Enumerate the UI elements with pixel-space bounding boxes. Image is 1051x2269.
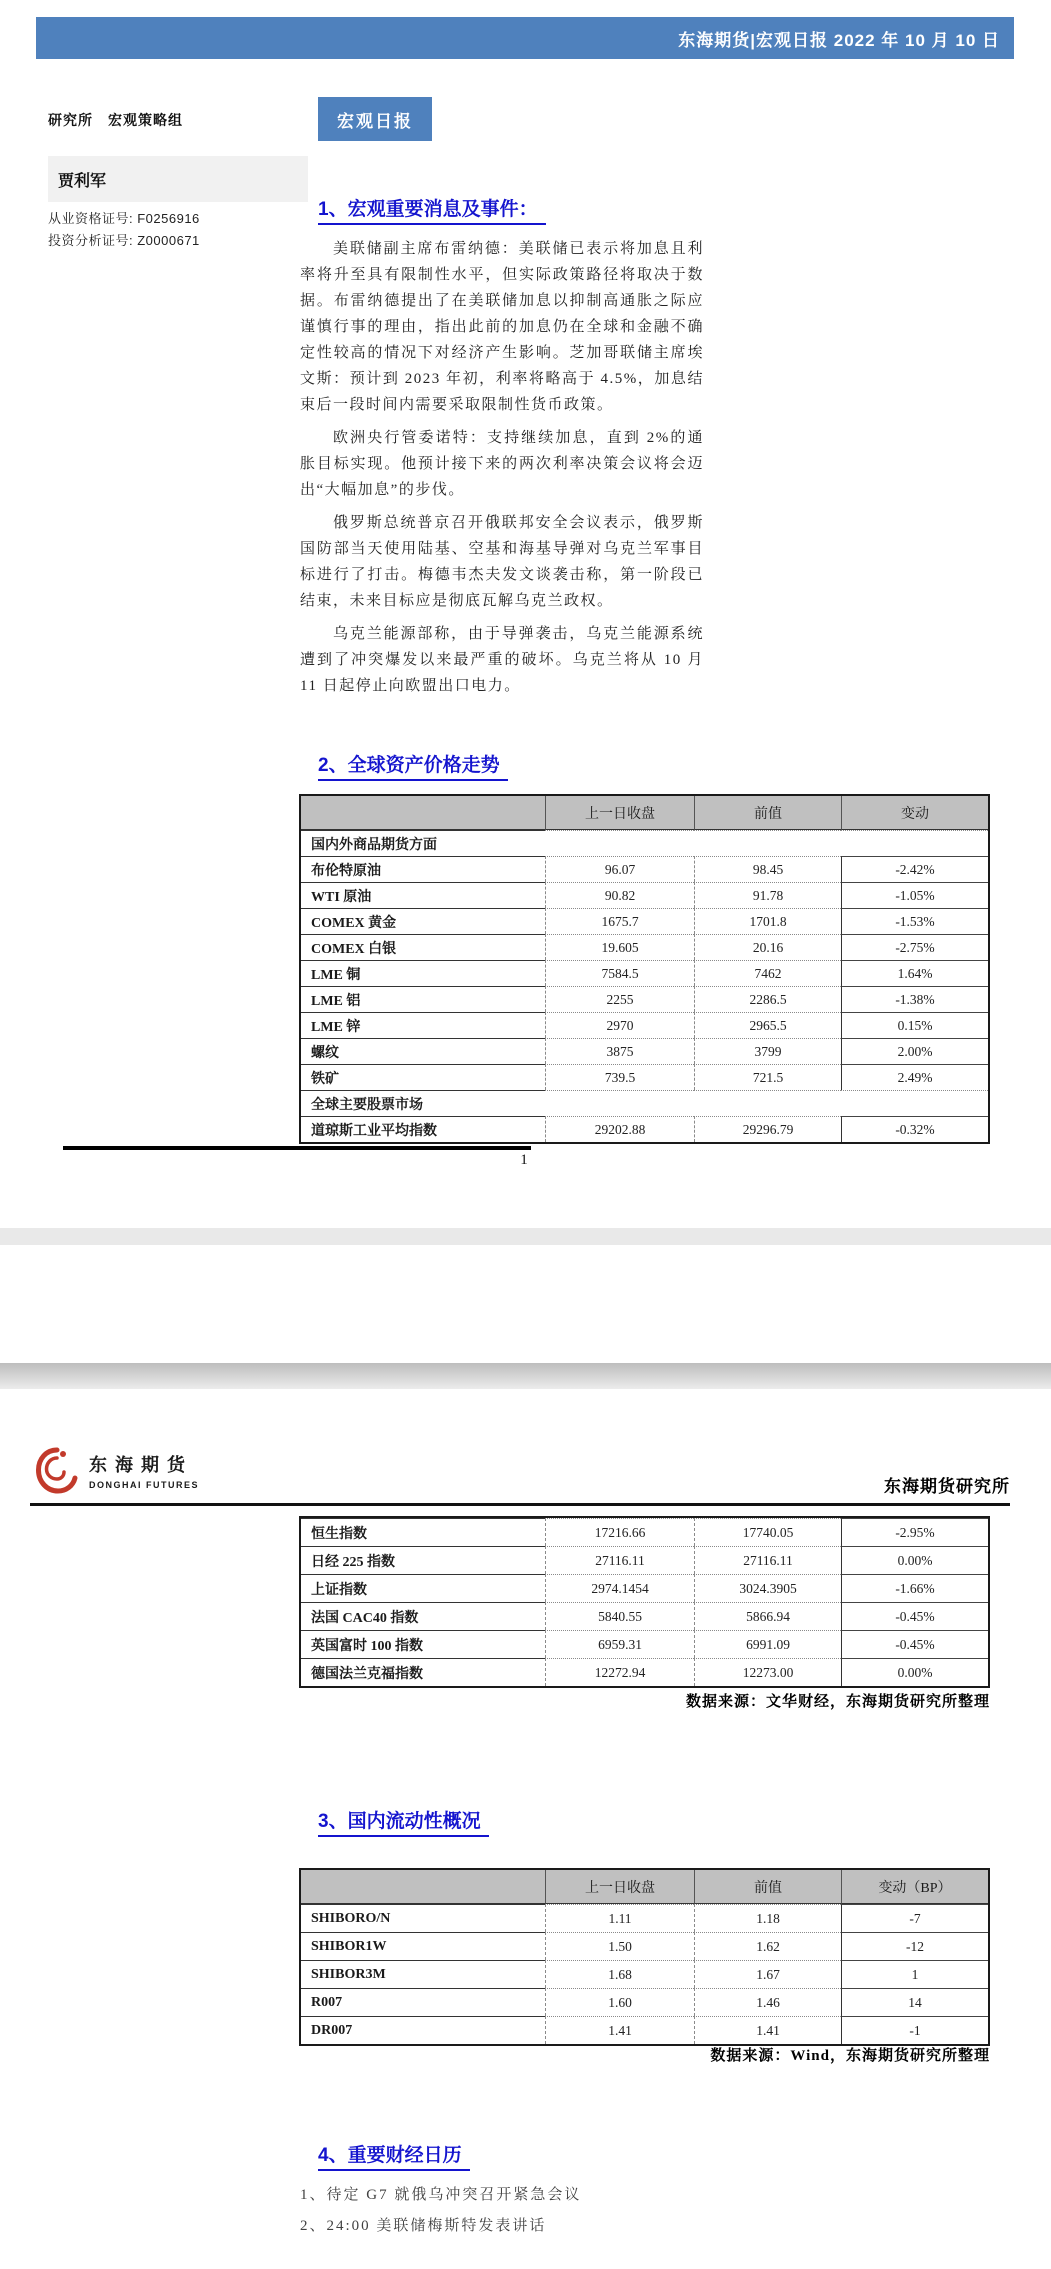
prev-close-value	[545, 1090, 694, 1116]
table-row	[301, 1090, 988, 1116]
header-prior-value: 前值	[694, 1870, 841, 1904]
table-header-row	[301, 796, 988, 830]
table-row	[301, 1904, 988, 1932]
header-change-bp: 变动（BP）	[841, 1870, 988, 1904]
page-number: 1	[520, 1152, 528, 1168]
prev-close-value: 12272.94	[545, 1658, 694, 1686]
row-label: 布伦特原油	[301, 856, 545, 882]
table-row	[301, 1116, 988, 1142]
prior-value: 6991.09	[694, 1630, 841, 1658]
calendar-item: 2、24:00 美联储梅斯特发表讲话	[300, 2218, 547, 2234]
prev-close-value: 3875	[545, 1038, 694, 1064]
report-header-bar	[36, 17, 1014, 59]
prior-value: 12273.00	[694, 1658, 841, 1686]
change-value: -0.32%	[841, 1116, 988, 1142]
prev-close-value: 17216.66	[545, 1518, 694, 1546]
prev-close-value: 29202.88	[545, 1116, 694, 1142]
practice-cert-number: 从业资格证号: F0256916	[48, 211, 200, 226]
change-value: 0.00%	[841, 1546, 988, 1574]
change-value: 0.15%	[841, 1012, 988, 1038]
research-institute-name: 东海期货研究所	[884, 1477, 1010, 1496]
prior-value: 27116.11	[694, 1546, 841, 1574]
domestic-liquidity-table	[299, 1868, 990, 2046]
table-row	[301, 986, 988, 1012]
research-team-label: 研究所 宏观策略组	[48, 112, 183, 128]
prev-close-value: 1.11	[545, 1904, 694, 1932]
prior-value: 98.45	[694, 856, 841, 882]
prev-close-value: 2255	[545, 986, 694, 1012]
table-row	[301, 1602, 988, 1630]
prior-value: 91.78	[694, 882, 841, 908]
change-value: -2.75%	[841, 934, 988, 960]
change-value: -1.53%	[841, 908, 988, 934]
table-header-row	[301, 1870, 988, 1904]
prev-close-value: 7584.5	[545, 960, 694, 986]
prior-value: 1701.8	[694, 908, 841, 934]
prior-value: 7462	[694, 960, 841, 986]
row-label: 螺纹	[301, 1038, 545, 1064]
row-label: 英国富时 100 指数	[301, 1630, 545, 1658]
change-value: 2.00%	[841, 1038, 988, 1064]
footer-divider-line	[63, 1146, 531, 1150]
section-4-heading: 4、重要财经日历	[318, 2140, 470, 2171]
change-value: -1.66%	[841, 1574, 988, 1602]
row-label: SHIBOR3M	[301, 1960, 545, 1988]
header-prev-close: 上一日收盘	[545, 796, 694, 830]
news-paragraph: 欧洲央行管委诺特：支持继续加息，直到 2%的通胀目标实现。他预计接下来的两次利率决策会议将会迈出“大幅加息”的步伐。	[300, 430, 704, 498]
news-paragraph: 美联储副主席布雷纳德：美联储已表示将加息且利率将升至具有限制性水平，但实际政策路径将取决于数据。布雷纳德提出了在美联储加息以抑制高通胀之际应谨慎行事的理由，指出此前的加息仍在全球和金融不确定性较高的情况下对经济产生影响。芝加哥联储主席埃文斯：预计到 2023 年初，利率将略高于 4.5%，加息结束后一段时间内需要采取限制性货币政策。	[300, 241, 704, 413]
change-value: 2.49%	[841, 1064, 988, 1090]
prior-value: 1.18	[694, 1904, 841, 1932]
page-gap-shadow-light	[0, 1228, 1051, 1245]
prior-value: 1.62	[694, 1932, 841, 1960]
row-label: SHIBOR1W	[301, 1932, 545, 1960]
header-asset-cell	[301, 796, 545, 830]
row-label: 全球主要股票市场	[301, 1090, 545, 1116]
section-1-heading: 1、宏观重要消息及事件：	[318, 194, 546, 225]
row-label: R007	[301, 1988, 545, 2016]
prior-value: 3799	[694, 1038, 841, 1064]
prior-value: 29296.79	[694, 1116, 841, 1142]
section-3-heading: 3、国内流动性概况	[318, 1806, 489, 1837]
table-row	[301, 1630, 988, 1658]
prior-value: 20.16	[694, 934, 841, 960]
table-row	[301, 1932, 988, 1960]
table-row	[301, 2016, 988, 2044]
row-label: DR007	[301, 2016, 545, 2044]
row-label: LME 锌	[301, 1012, 545, 1038]
row-label: LME 铜	[301, 960, 545, 986]
table-row	[301, 1658, 988, 1686]
row-label: 铁矿	[301, 1064, 545, 1090]
row-label: 恒生指数	[301, 1518, 545, 1546]
table-row	[301, 960, 988, 986]
news-paragraph: 乌克兰能源部称，由于导弹袭击，乌克兰能源系统遭到了冲突爆发以来最严重的破坏。乌克兰将从 10 月 11 日起停止向欧盟出口电力。	[300, 626, 704, 694]
row-label: 上证指数	[301, 1574, 545, 1602]
prior-value: 17740.05	[694, 1518, 841, 1546]
prev-close-value	[545, 830, 694, 856]
macro-news-paragraphs	[300, 236, 704, 706]
section-2-heading: 2、全球资产价格走势	[318, 750, 508, 781]
header-rate-cell	[301, 1870, 545, 1904]
row-label: COMEX 白银	[301, 934, 545, 960]
change-value: 1.64%	[841, 960, 988, 986]
change-value: -2.95%	[841, 1518, 988, 1546]
table-row	[301, 1518, 988, 1546]
change-bp-value: 14	[841, 1988, 988, 2016]
prev-close-value: 1.60	[545, 1988, 694, 2016]
row-label: COMEX 黄金	[301, 908, 545, 934]
table-row	[301, 1988, 988, 2016]
change-value: -0.45%	[841, 1630, 988, 1658]
change-value: -2.42%	[841, 856, 988, 882]
row-label: 国内外商品期货方面	[301, 830, 545, 856]
table-row	[301, 830, 988, 856]
prev-close-value: 6959.31	[545, 1630, 694, 1658]
prior-value: 1.41	[694, 2016, 841, 2044]
prev-close-value: 739.5	[545, 1064, 694, 1090]
table-row	[301, 1012, 988, 1038]
analyst-cert-number: 投资分析证号: Z0000671	[48, 233, 200, 248]
table-row	[301, 908, 988, 934]
prev-close-value: 96.07	[545, 856, 694, 882]
change-value: -0.45%	[841, 1602, 988, 1630]
prev-close-value: 1.68	[545, 1960, 694, 1988]
prior-value: 5866.94	[694, 1602, 841, 1630]
change-bp-value: -1	[841, 2016, 988, 2044]
data-source-wenhua: 数据来源：文华财经，东海期货研究所整理	[685, 1694, 990, 1710]
row-label: 法国 CAC40 指数	[301, 1602, 545, 1630]
report-type-badge	[318, 97, 432, 141]
logo-text-block	[89, 1451, 199, 1490]
change-bp-value: -7	[841, 1904, 988, 1932]
report-title: 东海期货|宏观日报 2022 年 10 月 10 日	[678, 30, 1000, 50]
prior-value: 2965.5	[694, 1012, 841, 1038]
prior-value: 1.46	[694, 1988, 841, 2016]
header-prev-close: 上一日收盘	[545, 1870, 694, 1904]
prior-value: 3024.3905	[694, 1574, 841, 1602]
row-label: 道琼斯工业平均指数	[301, 1116, 545, 1142]
change-value: -1.38%	[841, 986, 988, 1012]
table-row	[301, 934, 988, 960]
analyst-name: 贾利军	[58, 172, 107, 190]
change-bp-value: -12	[841, 1932, 988, 1960]
global-asset-price-table	[299, 794, 990, 1144]
table-row	[301, 1960, 988, 1988]
data-source-wind: 数据来源：Wind，东海期货研究所整理	[710, 2048, 990, 2064]
report-type-label: 宏观日报	[337, 111, 413, 131]
prev-close-value: 2974.1454	[545, 1574, 694, 1602]
change-value	[841, 830, 988, 856]
prev-close-value: 5840.55	[545, 1602, 694, 1630]
prior-value: 721.5	[694, 1064, 841, 1090]
table-row	[301, 856, 988, 882]
stock-index-table	[299, 1516, 990, 1688]
row-label: 日经 225 指数	[301, 1546, 545, 1574]
page-gap-shadow-dark	[0, 1363, 1051, 1389]
change-value: 0.00%	[841, 1658, 988, 1686]
analyst-name-box	[48, 156, 308, 202]
logo-chinese-name: 东海期货	[89, 1454, 193, 1475]
prior-value: 1.67	[694, 1960, 841, 1988]
prev-close-value: 1675.7	[545, 908, 694, 934]
prev-close-value: 1.41	[545, 2016, 694, 2044]
prev-close-value: 1.50	[545, 1932, 694, 1960]
prev-close-value: 27116.11	[545, 1546, 694, 1574]
row-label: WTI 原油	[301, 882, 545, 908]
table-row	[301, 1574, 988, 1602]
prior-value	[694, 830, 841, 856]
news-paragraph: 俄罗斯总统普京召开俄联邦安全会议表示，俄罗斯国防部当天使用陆基、空基和海基导弹对乌克兰军事目标进行了打击。梅德韦杰夫发文谈袭击称，第一阶段已结束，未来目标应是彻底瓦解乌克兰政权。	[300, 515, 704, 609]
page2-header-rule	[30, 1503, 1010, 1506]
change-bp-value: 1	[841, 1960, 988, 1988]
change-value	[841, 1090, 988, 1116]
prev-close-value: 2970	[545, 1012, 694, 1038]
change-value: -1.05%	[841, 882, 988, 908]
company-logo	[33, 1443, 199, 1497]
table-row	[301, 1038, 988, 1064]
calendar-item: 1、待定 G7 就俄乌冲突召开紧急会议	[300, 2187, 582, 2203]
table-row	[301, 882, 988, 908]
donghai-dragon-logo-icon	[33, 1443, 81, 1497]
table-row	[301, 1546, 988, 1574]
header-prior-value: 前值	[694, 796, 841, 830]
logo-english-name: DONGHAI FUTURES	[89, 1479, 199, 1490]
table-row	[301, 1064, 988, 1090]
row-label: SHIBORO/N	[301, 1904, 545, 1932]
prior-value: 2286.5	[694, 986, 841, 1012]
prior-value	[694, 1090, 841, 1116]
row-label: 德国法兰克福指数	[301, 1658, 545, 1686]
header-change: 变动	[841, 796, 988, 830]
prev-close-value: 19.605	[545, 934, 694, 960]
row-label: LME 铝	[301, 986, 545, 1012]
financial-calendar-list	[300, 2184, 581, 2246]
prev-close-value: 90.82	[545, 882, 694, 908]
